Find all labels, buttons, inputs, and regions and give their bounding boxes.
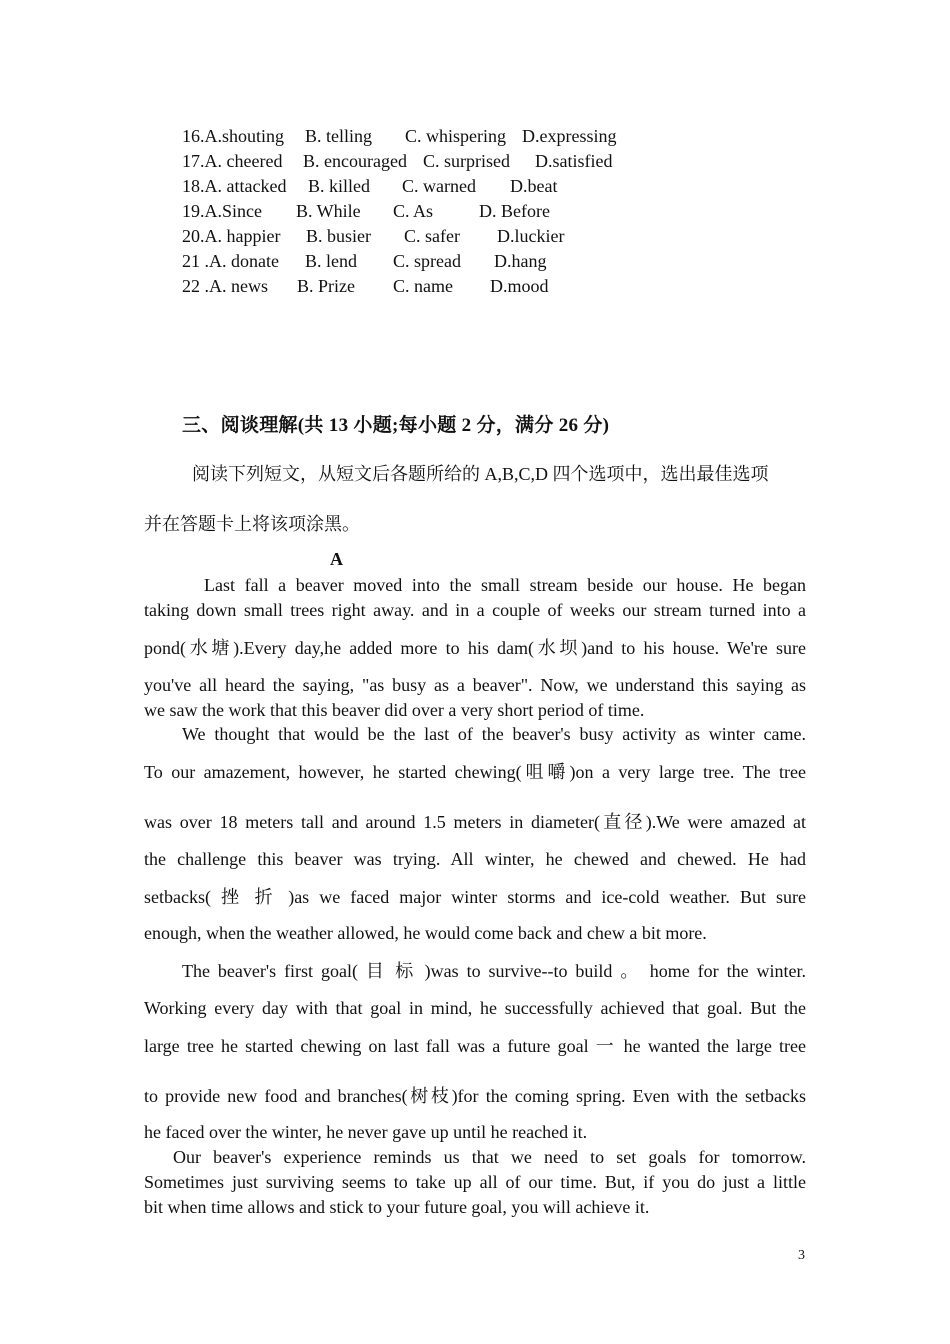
option-b: B. busier (306, 226, 371, 246)
option-c: C. spread (393, 251, 461, 271)
option-a: 18.A. attacked (182, 176, 287, 196)
passage-line: we saw the work that this beaver did over a very short period of time. (144, 700, 645, 720)
passage-line: setbacks( 挫 折 )as we faced major winter storms and ice-cold weather. But sure (144, 887, 806, 907)
option-d: D. Before (479, 201, 550, 221)
option-c: C. surprised (423, 151, 510, 171)
option-a: 19.A.Since (182, 201, 262, 221)
passage-line: taking down small trees right away. and in a couple of weeks our stream turned into a (144, 600, 806, 620)
instruction-line-1: 阅读下列短文，从短文后各题所给的 A,B,C,D 四个选项中，选出最佳选项 (192, 464, 769, 484)
option-a: 16.A.shouting (182, 126, 285, 146)
option-b: B. While (296, 201, 361, 221)
option-d: D.satisfied (535, 151, 613, 171)
option-d: D.beat (510, 176, 558, 196)
option-c: C. warned (402, 176, 476, 196)
option-a: 22 .A. news (182, 276, 268, 296)
passage-line: enough, when the weather allowed, he would come back and chew a bit more. (144, 923, 707, 943)
option-a: 17.A. cheered (182, 151, 283, 171)
option-d: D.expressing (522, 126, 617, 146)
page-number: 3 (798, 1248, 805, 1263)
option-d: D.mood (490, 276, 549, 296)
section-heading: 三、阅谈理解(共 13 小题;每小题 2 分，满分 26 分) (182, 415, 610, 436)
option-row-22 (182, 275, 549, 385)
passage-line: you've all heard the saying, "as busy as a beaver". Now, we understand this saying as (144, 675, 806, 695)
option-c: C. As (393, 201, 434, 221)
option-b: B. encouraged (303, 151, 407, 171)
passage-line: large tree he started chewing on last fall was a future goal 一 he wanted the large tree (144, 1036, 806, 1056)
option-a: 20.A. happier (182, 226, 281, 246)
passage-line: to provide new food and branches(树枝)for the coming spring. Even with the setbacks (144, 1086, 806, 1106)
passage-title: A (330, 549, 343, 569)
passage-line: the challenge this beaver was trying. All winter, he chewed and chewed. He had (144, 849, 806, 869)
option-b: B. Prize (297, 276, 355, 296)
option-c: C. whispering (405, 126, 506, 146)
passage-line: bit when time allows and stick to your future goal, you will achieve it. (144, 1197, 650, 1217)
option-a: 21 .A. donate (182, 251, 279, 271)
passage-line: Working every day with that goal in mind, he successfully achieved that goal. But the (144, 998, 806, 1018)
option-c: C. name (393, 276, 453, 296)
option-b: B. lend (305, 251, 357, 271)
passage-line: We thought that would be the last of the beaver's busy activity as winter came. (182, 724, 806, 744)
option-d: D.hang (494, 251, 547, 271)
option-c: C. safer (404, 226, 460, 246)
passage-line: The beaver's first goal( 目 标 )was to survive--to build 。 home for the winter. (182, 961, 806, 981)
passage-line: was over 18 meters tall and around 1.5 meters in diameter(直径).We were amazed at (144, 812, 806, 832)
passage-line: pond(水塘).Every day,he added more to his dam(水坝)and to his house. We're sure (144, 638, 806, 658)
instruction-line-2: 并在答题卡上将该项涂黑。 (144, 514, 360, 534)
passage-line: Sometimes just surviving seems to take up all of our time. But, if you do just a little (144, 1172, 806, 1192)
passage-line: To our amazement, however, he started chewing(咀嚼)on a very large tree. The tree (144, 762, 806, 782)
passage-line: Last fall a beaver moved into the small stream beside our house. He began (204, 575, 806, 595)
option-d: D.luckier (497, 226, 565, 246)
option-b: B. telling (305, 126, 372, 146)
passage-line: Our beaver's experience reminds us that we need to set goals for tomorrow. (173, 1147, 806, 1167)
passage-line: he faced over the winter, he never gave up until he reached it. (144, 1122, 588, 1142)
option-b: B. killed (308, 176, 370, 196)
